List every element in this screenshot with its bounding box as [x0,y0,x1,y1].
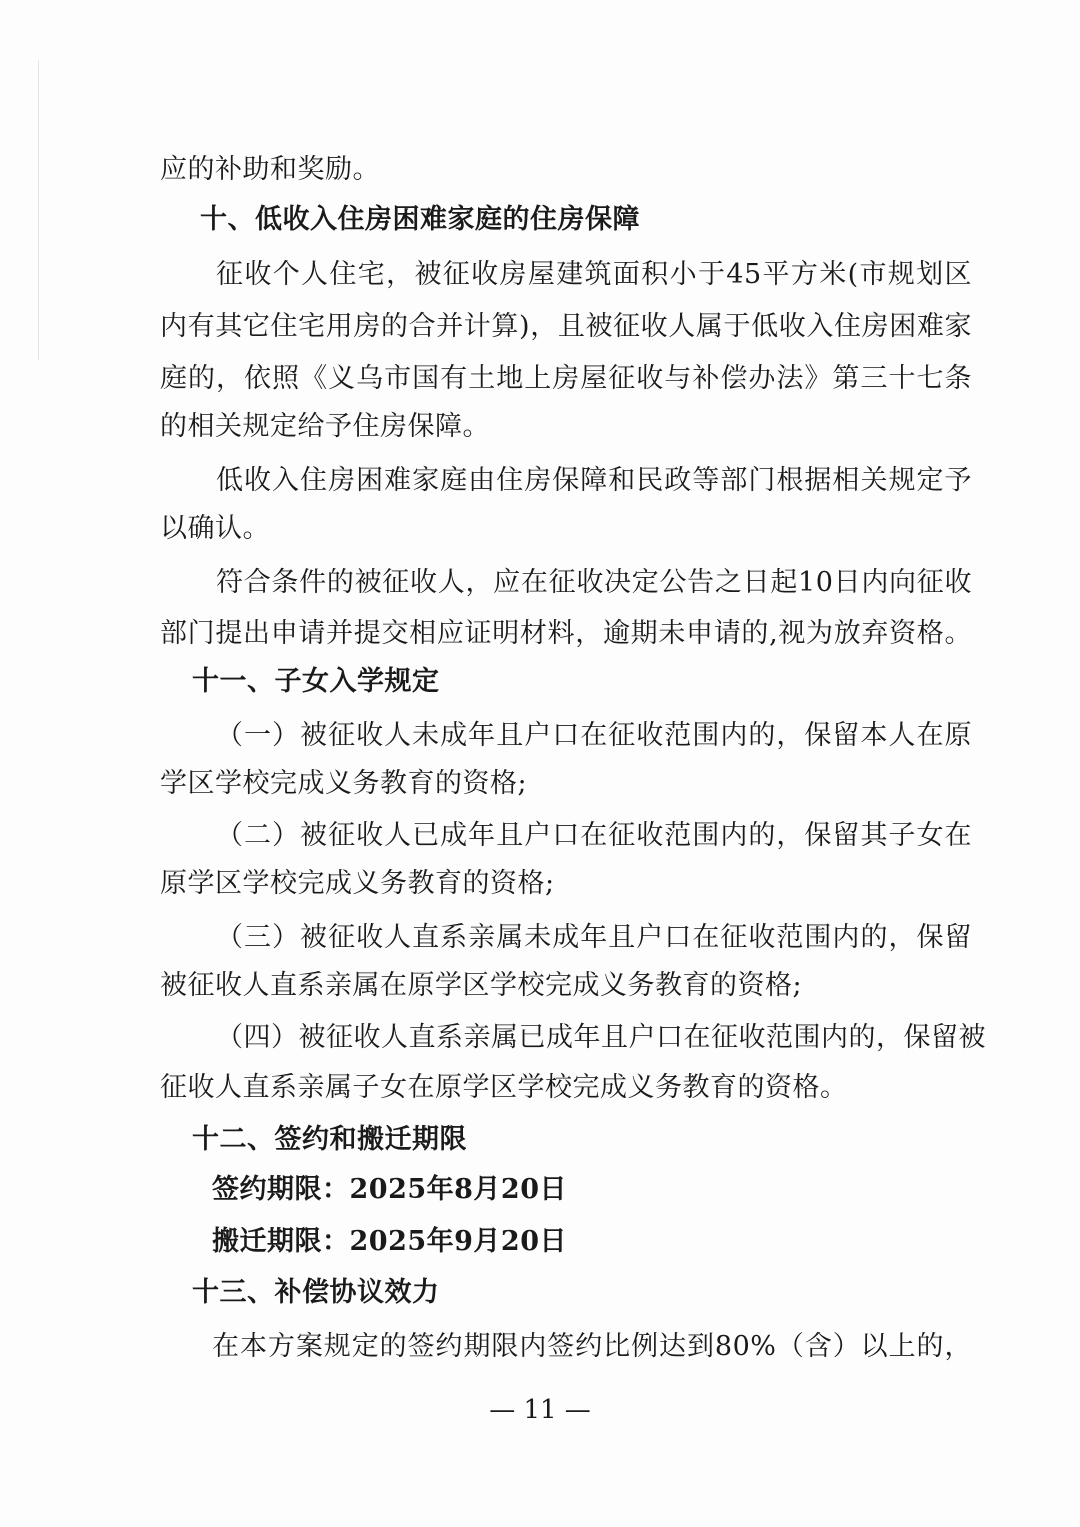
paragraph-line: 内有其它住宅用房的合并计算)，且被征收人属于低收入住房困难家 [160,311,972,342]
paragraph-line: 学区学校完成义务教育的资格; [160,768,528,799]
paragraph-line: 征收人直系亲属子女在原学区学校完成义务教育的资格。 [160,1072,848,1103]
paragraph-line: 符合条件的被征收人，应在征收决定公告之日起10日内向征收 [216,567,972,598]
paragraph-line: （一）被征收人未成年且户口在征收范围内的，保留本人在原 [216,720,972,751]
paragraph-line: 部门提出申请并提交相应证明材料，逾期未申请的,视为放弃资格。 [160,618,972,649]
paragraph-line: 以确认。 [160,513,270,544]
signing-deadline: 签约期限：2025年8月20日 [212,1174,568,1205]
section-heading-12: 十二、签约和搬迁期限 [192,1124,467,1155]
section-heading-11: 十一、子女入学规定 [192,666,440,697]
scan-edge-mark [38,60,39,360]
section-heading-10: 十、低收入住房困难家庭的住房保障 [200,204,640,235]
page-number: — 11 — [489,1395,591,1425]
paragraph-line: 在本方案规定的签约期限内签约比例达到80%（含）以上的， [212,1331,972,1362]
paragraph-line: （三）被征收人直系亲属未成年且户口在征收范围内的，保留 [216,922,972,953]
paragraph-line: 庭的，依照《义乌市国有土地上房屋征收与补偿办法》第三十七条 [160,363,972,394]
paragraph-line: 原学区学校完成义务教育的资格; [160,868,555,899]
paragraph-line: （二）被征收人已成年且户口在征收范围内的，保留其子女在 [216,820,972,851]
paragraph-line: 应的补助和奖励。 [160,154,380,185]
paragraph-line: 被征收人直系亲属在原学区学校完成义务教育的资格; [160,970,803,1001]
section-heading-13: 十三、补偿协议效力 [192,1277,440,1308]
paragraph-line: 征收个人住宅，被征收房屋建筑面积小于45平方米(市规划区 [216,259,972,290]
paragraph-line: 低收入住房困难家庭由住房保障和民政等部门根据相关规定予 [216,465,972,496]
paragraph-line: 的相关规定给予住房保障。 [160,411,490,442]
relocation-deadline: 搬迁期限：2025年9月20日 [212,1226,568,1257]
paragraph-line: （四）被征收人直系亲属已成年且户口在征收范围内的，保留被 [216,1022,986,1053]
